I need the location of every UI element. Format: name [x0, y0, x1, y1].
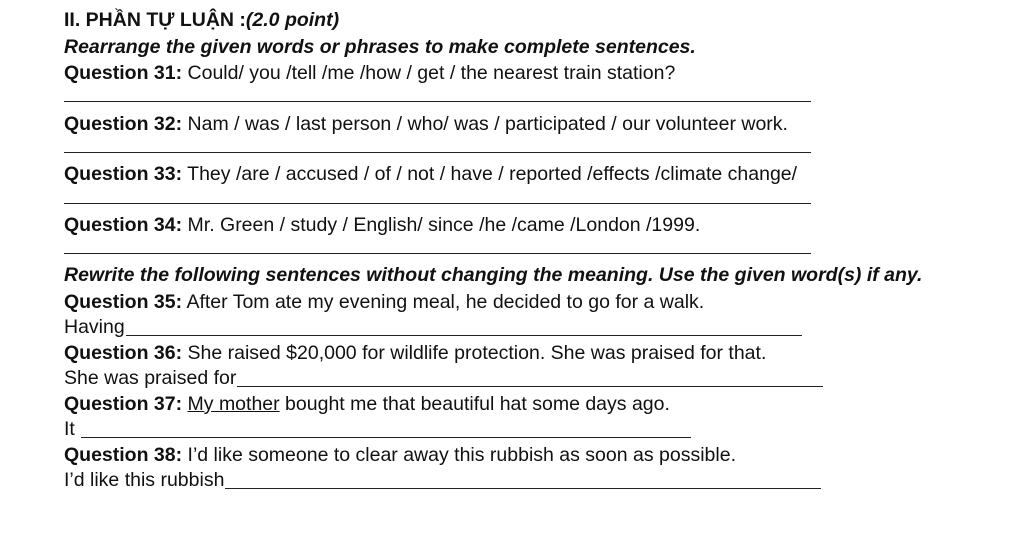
question-37-text: bought me that beautiful hat some days ago. — [279, 393, 670, 415]
question-35-answer-line[interactable] — [126, 335, 802, 336]
question-38-label: Question 38: — [64, 444, 183, 466]
question-35 — [64, 290, 704, 314]
question-33-answer-line[interactable] — [64, 203, 811, 204]
question-36-text: She raised $20,000 for wildlife protection. She was praised for that. — [182, 342, 767, 364]
question-36 — [64, 341, 766, 365]
question-32-label: Question 32: — [64, 113, 183, 135]
question-31-label: Question 31: — [64, 62, 183, 84]
question-38-answer-line[interactable] — [225, 488, 821, 489]
question-33-text: They /are / accused / of / not / have / reported /effects /climate change/ — [182, 163, 798, 185]
question-38 — [64, 443, 736, 467]
question-38-prompt: I’d like this rubbish — [64, 469, 225, 491]
question-35-label: Question 35: — [64, 291, 183, 313]
question-32-answer-line[interactable] — [64, 152, 811, 153]
question-37-underlined-subject: My mother — [187, 393, 280, 415]
section-heading — [64, 8, 339, 32]
question-33-label: Question 33: — [64, 163, 183, 185]
question-36-prompt-row — [64, 366, 823, 390]
question-36-prompt: She was praised for — [64, 367, 237, 389]
question-31-text: Could/ you /tell /me /how / get / the nearest train station? — [182, 62, 676, 84]
section-heading-main: II. PHẦN TỰ LUẬN : — [64, 9, 246, 31]
question-36-label: Question 36: — [64, 342, 183, 364]
question-34-answer-line[interactable] — [64, 253, 811, 254]
question-37-answer-line[interactable] — [81, 437, 691, 438]
question-31-answer-line[interactable] — [64, 101, 811, 102]
question-36-answer-line[interactable] — [237, 386, 823, 387]
question-32 — [64, 112, 788, 136]
question-37 — [64, 392, 670, 416]
question-34 — [64, 213, 700, 237]
question-38-prompt-row — [64, 468, 821, 492]
question-37-prompt: It — [64, 418, 81, 440]
question-37-prompt-row — [64, 417, 691, 441]
question-38-text: I’d like someone to clear away this rubbish as soon as possible. — [182, 444, 736, 466]
question-34-label: Question 34: — [64, 214, 183, 236]
part2-instruction: Rewrite the following sentences without changing the meaning. Use the given word(s) if any. — [64, 264, 923, 286]
question-31 — [64, 61, 675, 85]
section-heading-points: (2.0 point) — [245, 9, 340, 31]
question-32-text: Nam / was / last person / who/ was / participated / our volunteer work. — [182, 113, 788, 135]
question-35-prompt: Having — [64, 316, 125, 338]
part1-instruction: Rearrange the given words or phrases to make complete sentences. — [64, 36, 696, 58]
question-37-label: Question 37: — [64, 393, 183, 415]
question-33 — [64, 162, 797, 186]
question-34-text: Mr. Green / study / English/ since /he /came /London /1999. — [182, 214, 701, 236]
question-35-text: After Tom ate my evening meal, he decided to go for a walk. — [182, 291, 705, 313]
question-35-prompt-row — [64, 315, 802, 339]
